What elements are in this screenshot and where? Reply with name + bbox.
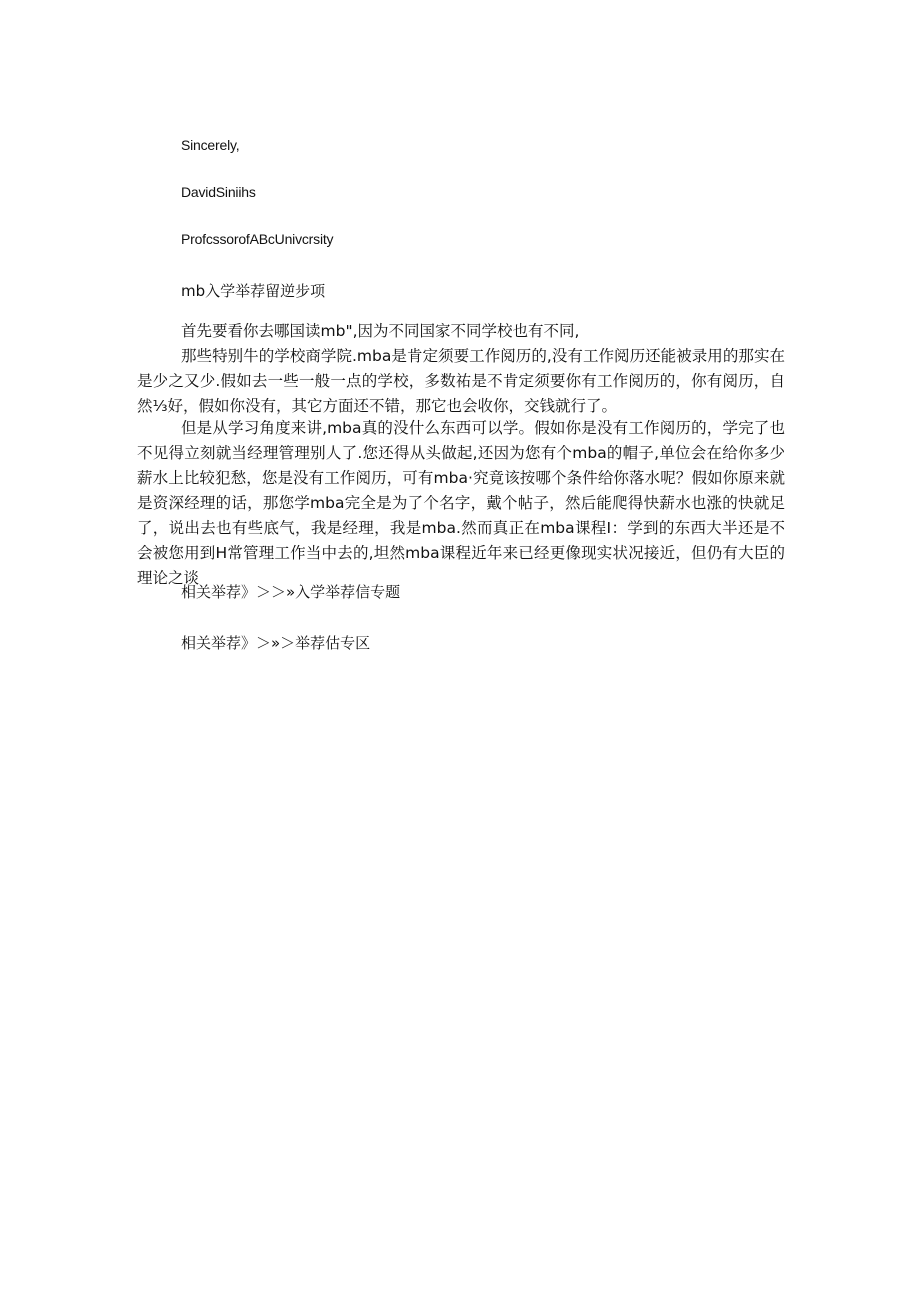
article-paragraph-2: 那些特别牛的学校商学院.mba是肯定须要工作阅历的,没有工作阅历还能被录用的那实在是少之又少.假如去一些一般一点的学校，多数祐是不肯定须要你有工作阅历的，你有阅历，自然⅓好，假如你没有，其它方面还不错，那它也会收你，交钱就行了。 bbox=[137, 347, 785, 415]
article-paragraph-1: 首先要看你去哪国读mb",因为不同国家不同学校也有不同, bbox=[181, 322, 580, 340]
signer-title: ProfcssorofABcUnivcrsity bbox=[181, 231, 334, 247]
article-paragraph-3: 但是从学习角度来讲,mba真的没什么东西可以学。假如你是没有工作阅历的，学完了也不见得立刻就当经理管理别人了.您还得从头做起,还因为您有个mba的帽子,单位会在给你多少薪水上比较犯愁，您是没有工作阅历，可有mba·究竟该按哪个条件给你落水呢？假如你原来就是资深经理的话，那您学mba完全是为了个名字，戴个帖子，然后能爬得快薪水也涨的快就足了，说出去也有些底气，我是经理，我是mba.然而真正在mba课程I：学到的东西大半还是不会被您用到H常管理工作当中去的,坦然mba课程近年来已经更像现实状况接近，但仍有大臣的理论之谈 bbox=[137, 419, 785, 587]
letter-closing: Sincerely, bbox=[181, 137, 240, 153]
related-link-recommendation-area[interactable]: 相关举荐》＞»＞举荐估专区 bbox=[181, 634, 371, 652]
article-heading: mb入学举荐留逆步项 bbox=[181, 282, 326, 300]
related-link-recommendation-letters[interactable]: 相关举荐》＞＞»入学举荐信专题 bbox=[181, 583, 401, 601]
signer-name: DavidSiniihs bbox=[181, 184, 256, 200]
